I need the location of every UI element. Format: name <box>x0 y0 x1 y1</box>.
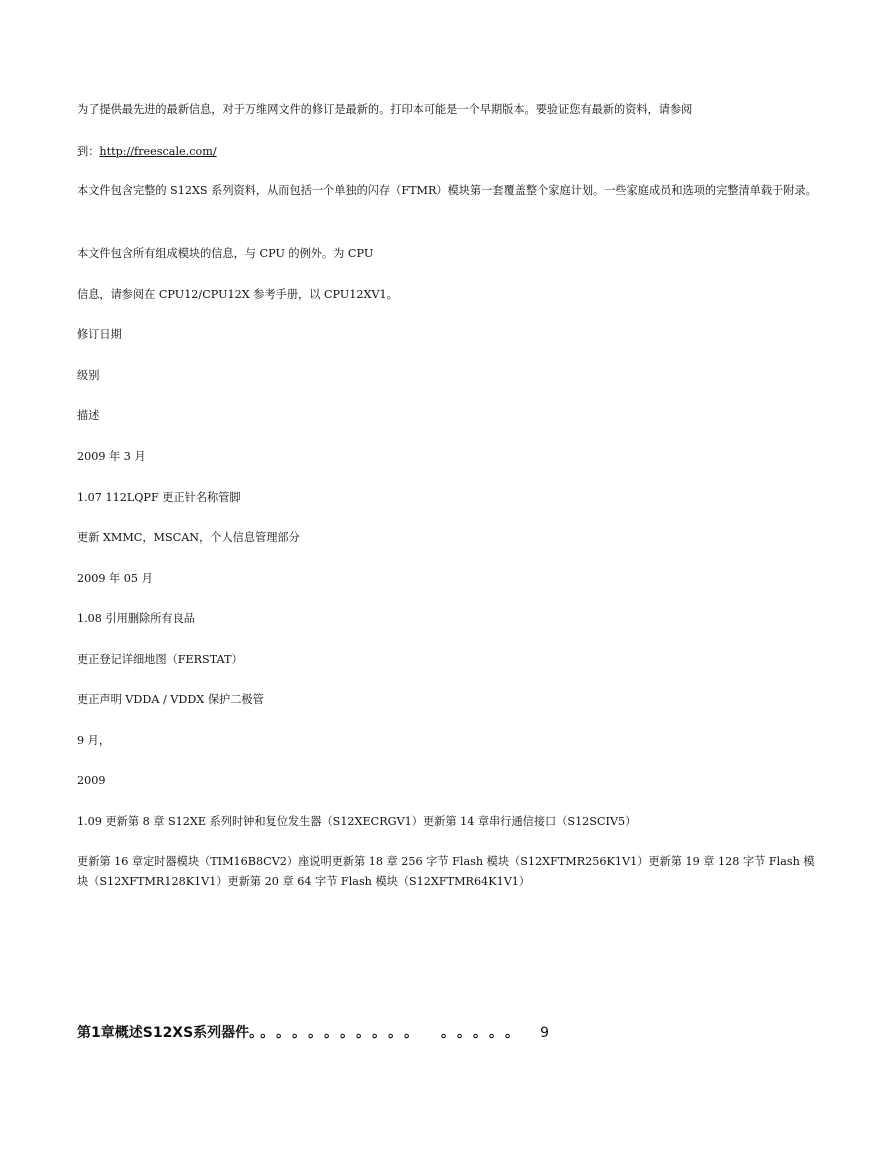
header-revision-date: 修订日期 <box>77 328 122 341</box>
revision-row: 1.07 112LQPF 更正针名称管脚 <box>77 491 241 504</box>
toc-entry-title: 第1章概述S12XS系列器件。 <box>77 1025 257 1041</box>
toc-leader-dots: 。。。。。。。。。。 。。。。。 <box>260 1025 529 1041</box>
url-line <box>77 142 822 162</box>
revision-row: 9 月， <box>77 734 111 747</box>
revision-row: 更新 XMMC，MSCAN，个人信息管理部分 <box>77 531 300 544</box>
family-paragraph: 本文件包含完整的 S12XS 系列资料，从而包括一个单独的闪存（FTMR）模块第一套覆盖整个家庭计划。一些家庭成员和选项的完整清单载于附录。 <box>77 184 817 197</box>
revision-row: 更新第 16 章定时器模块（TIM16B8CV2）座说明更新第 18 章 256 字节 Flash 模块（S12XFTMR256K1V1）更新第 19 章 128 字节 Flash 模块（S12XFTMR128K1V1）更新第 20 章 64 字节 Flash 模块（S12XFTMR64K1V1） <box>77 855 815 888</box>
modules-paragraph: 本文件包含所有组成模块的信息，与 CPU 的例外。为 CPU <box>77 247 374 260</box>
revision-row: 更正登记详细地图（FERSTAT） <box>77 653 243 666</box>
revision-row: 2009 <box>77 774 106 787</box>
revision-row: 2009 年 3 月 <box>77 450 146 463</box>
toc-page-number: 9 <box>540 1025 549 1041</box>
revision-row: 2009 年 05 月 <box>77 572 153 585</box>
intro-paragraph: 为了提供最先进的最新信息，对于万维网文件的修订是最新的。打印本可能是一个早期版本。要验证您有最新的资料，请参阅 <box>77 103 693 116</box>
revision-row: 更正声明 VDDA / VDDX 保护二极管 <box>77 693 264 706</box>
header-description: 描述 <box>77 409 100 422</box>
toc-entry[interactable] <box>77 1022 777 1044</box>
header-level: 级别 <box>77 369 100 382</box>
revision-row: 1.08 引用删除所有良品 <box>77 612 195 625</box>
cpu-reference-paragraph: 信息，请参阅在 CPU12/CPU12X 参考手册，以 CPU12XV1。 <box>77 288 398 301</box>
revision-row: 1.09 更新第 8 章 S12XE 系列时钟和复位发生器（S12XECRGV1）更新第 14 章串行通信接口（S12SCIV5） <box>77 815 637 828</box>
freescale-link[interactable]: http://freescale.com/ <box>99 145 217 158</box>
url-prefix: 到： <box>77 145 100 158</box>
